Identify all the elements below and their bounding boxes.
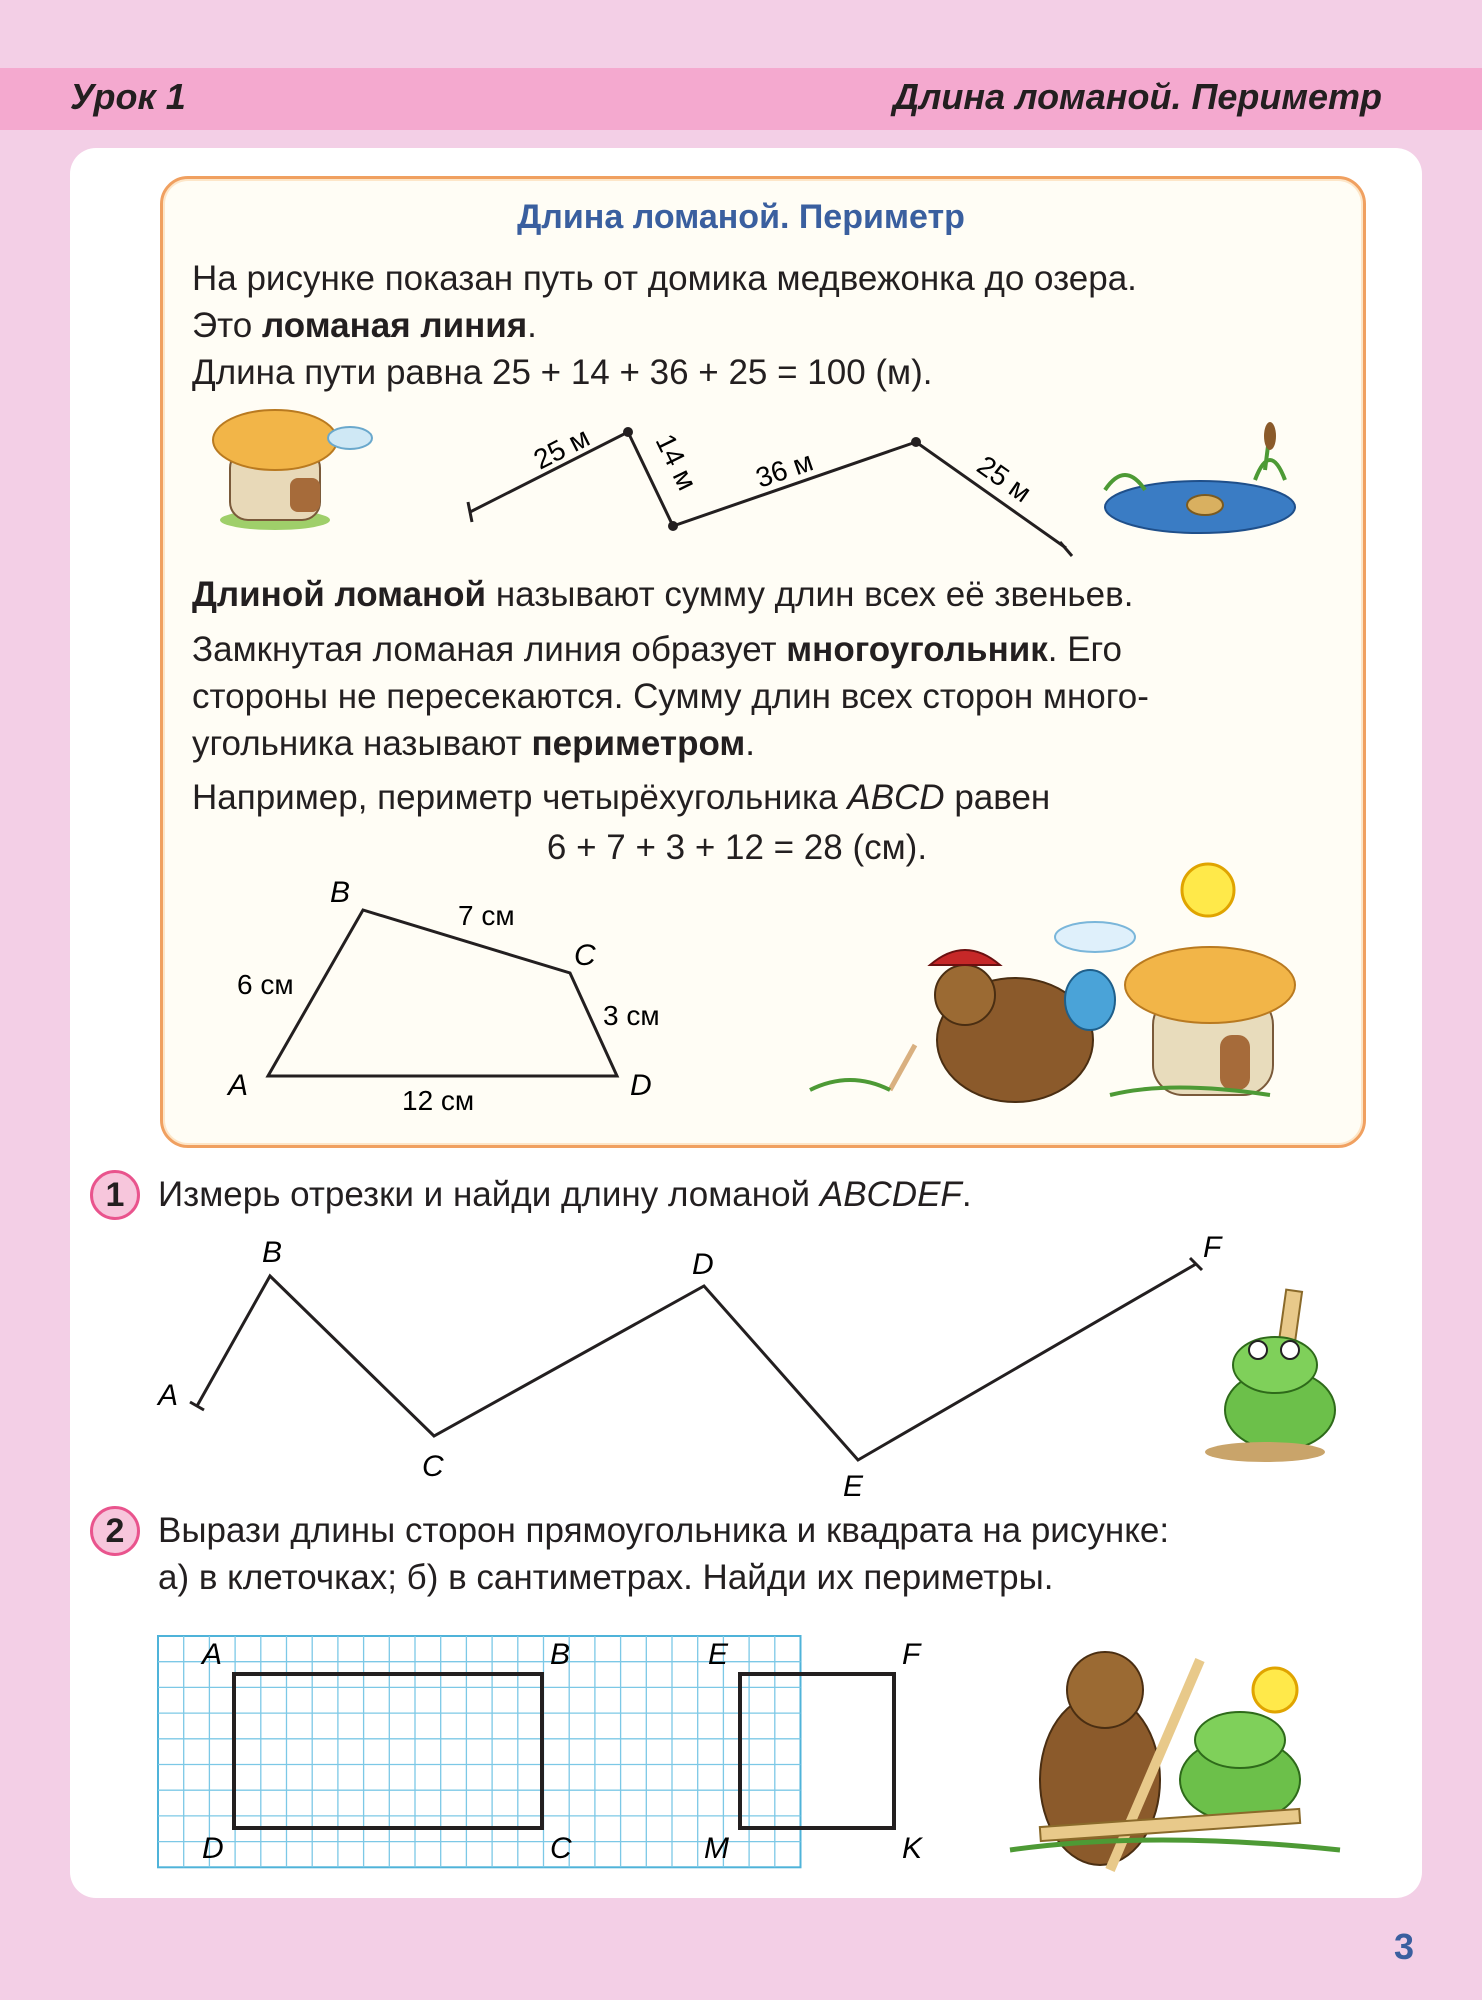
lesson-label: Урок 1 [70,76,186,117]
page-number: 3 [1393,1926,1414,1967]
bear-walking-illustration [810,864,1295,1102]
intro-line-2: Это ломаная линия. [192,306,537,345]
task-1-number: 1 [90,1170,140,1220]
square-label-m: M [704,1832,729,1865]
quad-vertex-c: C [574,939,596,972]
path-label-4: 25 м [971,449,1038,509]
task-2-number: 2 [90,1506,140,1556]
quad-vertex-d: D [630,1069,652,1102]
task1-vertex-f: F [1203,1231,1222,1264]
term-polyline: ломаная линия [262,306,528,345]
square-label-k: K [902,1832,923,1865]
rect-label-d: D [202,1832,224,1865]
quad-vertex-a: A [228,1069,249,1102]
frog-ruler-illustration [1205,1290,1335,1462]
task-1-text: Измерь отрезки и найди длину ломаной ABCDEF. [158,1175,972,1214]
rule-heading: Длина ломаной. Периметр [517,198,965,236]
quad-side-bc: 7 см [458,900,515,931]
definition-polygon-line-3: угольника называют периметром. [192,724,755,763]
bear-house-illustration [213,410,372,530]
square-label-f: F [902,1638,921,1671]
lesson-title: Длина ломаной. Периметр [893,76,1382,117]
intro-line-3: Длина пути равна 25 + 14 + 36 + 25 = 100 (м). [192,353,933,392]
path-label-3: 36 м [751,445,817,494]
polyline-abcdef [190,1258,1202,1460]
rect-label-b: B [550,1638,571,1671]
rect-label-c: C [550,1832,572,1865]
definition-polygon-line-2: стороны не пересекаются. Сумму длин всех сторон много- [192,677,1149,716]
task1-vertex-a: A [158,1379,179,1412]
lake-illustration [1105,422,1295,533]
term-polygon: многоугольник [786,630,1048,669]
bear-frog-illustration [1010,1652,1340,1870]
quad-vertex-b: B [330,876,351,909]
task1-vertex-c: C [422,1450,444,1483]
definition-polygon-line-1: Замкнутая ломаная линия образует многоугольник. Его [192,630,1123,669]
quad-side-cd: 3 см [603,1000,660,1031]
task1-vertex-b: B [262,1236,283,1269]
path-label-2: 14 м [649,429,703,495]
definition-polyline-length: Длиной ломаной называют сумму длин всех её звеньев. [192,575,1134,614]
quad-side-ab: 6 см [237,969,294,1000]
term-perimeter: периметром [531,724,746,763]
quadrilateral-abcd [268,910,617,1076]
task1-vertex-d: D [692,1248,714,1281]
rect-label-a: A [202,1638,223,1671]
example-formula: 6 + 7 + 3 + 12 = 28 (см). [546,828,928,867]
square-label-e: E [708,1638,729,1671]
example-line: Например, периметр четырёхугольника ABCD равен [192,778,1051,817]
task-2-line-1: Вырази длины сторон прямоугольника и квадрата на рисунке: [158,1511,1170,1550]
task-2-line-2: а) в клеточках; б) в сантиметрах. Найди их периметры. [158,1558,1054,1597]
path-label-1: 25 м [528,421,595,476]
quad-side-ad: 12 см [402,1085,475,1116]
task1-vertex-e: E [843,1470,864,1503]
intro-line-1: На рисунке показан путь от домика медвежонка до озера. [192,259,1137,298]
